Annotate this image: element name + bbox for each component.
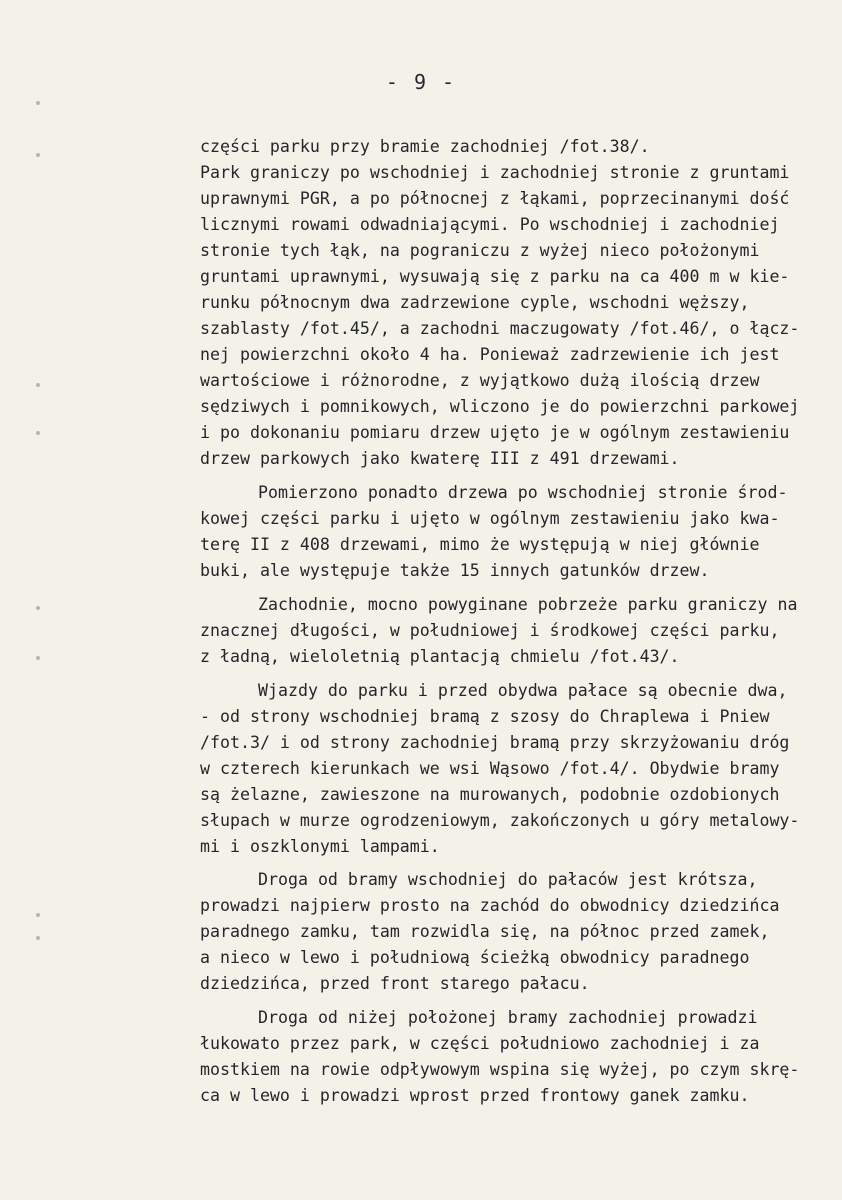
text-line: paradnego zamku, tam rozwidla się, na północ przed zamek, [200, 922, 770, 941]
text-line: Zachodnie, mocno powyginane pobrzeże parku graniczy na [258, 595, 798, 614]
text-line: Wjazdy do parku i przed obydwa pałace są obecnie dwa, [258, 681, 788, 700]
text-line: łukowato przez park, w części południowo zachodniej i za [200, 1034, 760, 1053]
punch-hole [36, 431, 40, 435]
text-line: Pomierzono ponadto drzewa po wschodniej stronie środ- [258, 483, 788, 502]
text-line: terę II z 408 drzewami, mimo że występują w niej głównie [200, 535, 760, 554]
text-line: wartościowe i różnorodne, z wyjątkowo dużą ilością drzew [200, 371, 760, 390]
text-line: słupach w murze ogrodzeniowym, zakończonych u góry metalowy- [200, 811, 800, 830]
text-line: i po dokonaniu pomiaru drzew ujęto je w ogólnym zestawieniu [200, 423, 790, 442]
text-line: a nieco w lewo i południową ścieżką obwodnicy paradnego [200, 948, 750, 967]
text-line: drzew parkowych jako kwaterę III z 491 drzewami. [200, 449, 680, 468]
punch-hole [36, 656, 40, 660]
text-line: runku północnym dwa zadrzewione cyple, wschodni węższy, [200, 293, 750, 312]
text-line: szablasty /fot.45/, a zachodni maczugowaty /fot.46/, o łącz- [200, 319, 800, 338]
text-line: - od strony wschodniej bramą z szosy do Chraplewa i Pniew [200, 707, 770, 726]
text-line: z ładną, wieloletnią plantacją chmielu /fot.43/. [200, 647, 680, 666]
text-line: /fot.3/ i od strony zachodniej bramą przy skrzyżowaniu dróg [200, 733, 790, 752]
text-line: są żelazne, zawieszone na murowanych, podobnie ozdobionych [200, 785, 780, 804]
punch-hole [36, 153, 40, 157]
punch-hole [36, 383, 40, 387]
text-line: znacznej długości, w południowej i środkowej części parku, [200, 621, 780, 640]
text-line: gruntami uprawnymi, wysuwają się z parku na ca 400 m w kie- [200, 267, 790, 286]
text-line: w czterech kierunkach we wsi Wąsowo /fot.4/. Obydwie bramy [200, 759, 780, 778]
punch-hole [36, 101, 40, 105]
punch-hole [36, 936, 40, 940]
text-line: mi i oszklonymi lampami. [200, 837, 440, 856]
page-number: - 9 - [385, 70, 457, 94]
text-line: ca w lewo i prowadzi wprost przed frontowy ganek zamku. [200, 1086, 750, 1105]
text-line: stronie tych łąk, na pograniczu z wyżej nieco położonymi [200, 241, 760, 260]
text-line: kowej części parku i ujęto w ogólnym zestawieniu jako kwa- [200, 509, 780, 528]
punch-hole [36, 913, 40, 917]
text-line: sędziwych i pomnikowych, wliczono je do powierzchni parkowej [200, 397, 800, 416]
text-line: Park graniczy po wschodniej i zachodniej stronie z gruntami [200, 163, 790, 182]
text-line: licznymi rowami odwadniającymi. Po wschodniej i zachodniej [200, 215, 780, 234]
text-line: prowadzi najpierw prosto na zachód do obwodnicy dziedzińca [200, 896, 780, 915]
text-line: mostkiem na rowie odpływowym wspina się wyżej, po czym skrę- [200, 1060, 800, 1079]
text-line: buki, ale występuje także 15 innych gatunków drzew. [200, 561, 710, 580]
punch-hole [36, 606, 40, 610]
text-line: dziedzińca, przed front starego pałacu. [200, 974, 590, 993]
text-line: nej powierzchni około 4 ha. Ponieważ zadrzewienie ich jest [200, 345, 780, 364]
text-line: Droga od bramy wschodniej do pałaców jest krótsza, [258, 870, 758, 889]
text-line: uprawnymi PGR, a po północnej z łąkami, poprzecinanymi dość [200, 189, 790, 208]
text-line: części parku przy bramie zachodniej /fot.38/. [200, 137, 650, 156]
text-line: Droga od niżej położonej bramy zachodniej prowadzi [258, 1008, 758, 1027]
